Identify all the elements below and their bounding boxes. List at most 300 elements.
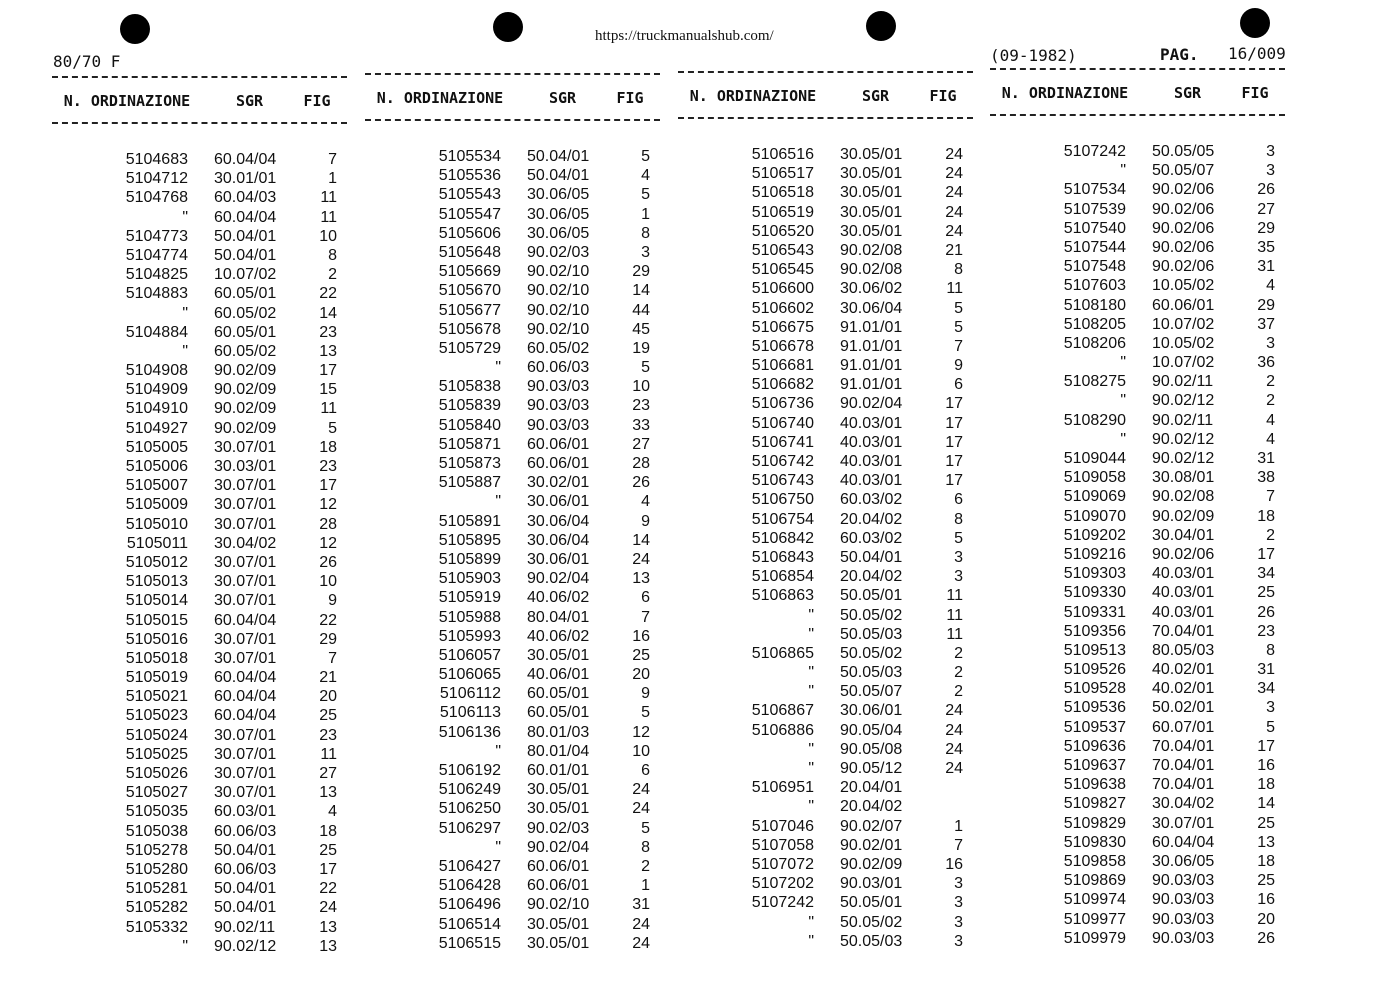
table-row	[990, 353, 1285, 372]
figure-number: 18	[1257, 776, 1275, 794]
figure-number: 23	[1257, 622, 1275, 640]
sgr-code: 30.04/02	[214, 534, 277, 552]
table-row	[365, 608, 660, 627]
part-number: 5107540	[1063, 219, 1126, 237]
figure-number: 24	[319, 899, 337, 917]
part-number: 5105670	[438, 282, 501, 300]
figure-number: 5	[954, 529, 963, 547]
table-row	[678, 183, 973, 202]
table-row	[365, 780, 660, 799]
table-row	[678, 663, 973, 682]
part-number: 5104910	[125, 400, 188, 418]
sgr-code: 60.04/04	[1152, 833, 1215, 851]
sgr-code: 90.03/03	[527, 378, 590, 396]
table-row	[678, 337, 973, 356]
figure-number: 6	[954, 376, 963, 394]
figure-number	[933, 778, 963, 797]
part-number: 5105278	[125, 841, 188, 859]
figure-number: 17	[319, 362, 337, 380]
part-number: "	[1120, 354, 1126, 372]
table-row	[990, 238, 1285, 257]
figure-number: 12	[319, 534, 337, 552]
table-row	[52, 284, 347, 303]
figure-number: 7	[328, 151, 337, 168]
sgr-code: 90.02/09	[840, 855, 903, 873]
table-row	[52, 188, 347, 207]
part-number: 5105011	[126, 534, 188, 552]
sgr-code: 50.05/03	[840, 664, 903, 682]
table-row	[52, 304, 347, 323]
sgr-code: 60.05/02	[527, 339, 590, 357]
figure-number: 21	[945, 241, 963, 259]
figure-number: 12	[319, 496, 337, 514]
table-row	[52, 169, 347, 188]
sgr-code: 60.06/03	[527, 359, 590, 377]
table-row	[52, 150, 347, 169]
figure-number: 44	[632, 301, 650, 319]
part-number: 5106682	[751, 376, 814, 394]
part-number: 5105010	[125, 515, 188, 533]
sgr-code: 30.07/01	[214, 784, 277, 802]
part-number: 5106681	[751, 357, 814, 375]
table-row	[678, 299, 973, 318]
table-row	[990, 430, 1285, 449]
sgr-code: 60.05/01	[214, 323, 277, 341]
figure-number: 5	[954, 318, 963, 336]
sgr-code: 30.01/01	[214, 170, 277, 188]
sgr-code: 90.02/10	[527, 282, 590, 300]
sgr-code: 50.04/01	[840, 548, 903, 566]
figure-number: 24	[945, 721, 963, 739]
column-header	[990, 80, 1285, 106]
table-row	[52, 745, 347, 764]
figure-number: 29	[1257, 296, 1275, 314]
part-number: 5105871	[438, 435, 501, 453]
figure-number: 24	[945, 760, 963, 777]
header-fig: FIG	[1241, 84, 1269, 102]
figure-number: 11	[320, 400, 337, 418]
part-number: 5105009	[125, 496, 188, 514]
part-number: "	[808, 798, 814, 816]
figure-number: 3	[641, 243, 650, 261]
figure-number: 35	[1257, 238, 1275, 256]
figure-number: 3	[1266, 334, 1275, 352]
sgr-code: 60.05/02	[214, 304, 277, 322]
table-row	[365, 281, 660, 300]
figure-number: 3	[954, 548, 963, 566]
figure-number: 22	[319, 880, 337, 898]
sgr-code: 80.01/03	[527, 723, 590, 741]
sgr-code: 90.02/07	[840, 817, 903, 835]
part-number: 5105026	[125, 765, 188, 782]
part-number: 5105838	[438, 378, 501, 396]
sgr-code: 30.06/05	[1152, 852, 1215, 870]
table-row	[52, 726, 347, 745]
part-number: 5105019	[125, 669, 188, 687]
sgr-code: 90.02/03	[527, 243, 590, 261]
part-number: 5104908	[125, 362, 188, 380]
sgr-code: 30.06/01	[527, 550, 590, 568]
table-row	[365, 473, 660, 492]
figure-number: 9	[328, 592, 337, 610]
figure-number: 23	[319, 323, 337, 341]
sgr-code: 60.04/03	[214, 189, 277, 207]
table-row	[52, 342, 347, 361]
header-sgr: SGR	[548, 89, 577, 107]
sgr-code: 30.05/01	[840, 165, 903, 183]
table-row	[990, 775, 1285, 794]
part-number: 5106515	[438, 934, 501, 952]
figure-number: 11	[320, 208, 337, 226]
part-number: 5106496	[438, 896, 501, 914]
table-row	[365, 646, 660, 665]
sgr-code: 10.07/02	[1152, 354, 1215, 372]
part-number: 5107548	[1063, 258, 1126, 276]
part-number: 5109979	[1063, 929, 1126, 947]
part-number: 5107534	[1063, 181, 1126, 199]
table-row	[990, 372, 1285, 391]
sgr-code: 70.04/01	[1152, 737, 1215, 755]
table-row	[52, 572, 347, 591]
part-number: 5109829	[1063, 814, 1126, 832]
figure-number: 16	[632, 627, 650, 645]
sgr-code: 91.01/01	[840, 337, 903, 355]
part-number: 5106675	[751, 318, 814, 336]
figure-number: 3	[954, 894, 963, 912]
part-number: 5109536	[1063, 699, 1126, 717]
table-row	[678, 625, 973, 644]
part-number: 5105038	[125, 822, 188, 840]
figure-number: 7	[328, 649, 337, 667]
sgr-code: 30.06/05	[527, 205, 590, 223]
figure-number: 24	[945, 740, 963, 758]
table-row	[990, 391, 1285, 410]
sgr-code: 60.06/01	[527, 435, 590, 453]
table-row	[678, 855, 973, 874]
table-row	[365, 588, 660, 607]
table-row	[990, 564, 1285, 583]
figure-number: 14	[632, 531, 650, 549]
figure-number: 24	[945, 184, 963, 202]
part-number: 5107544	[1063, 238, 1126, 256]
sgr-code: 90.02/06	[1152, 258, 1215, 276]
table-row	[990, 698, 1285, 717]
figure-number: 9	[641, 685, 650, 703]
sgr-code: 30.07/01	[214, 726, 277, 744]
sgr-code: 50.05/01	[840, 894, 903, 912]
part-number: "	[808, 625, 814, 643]
part-number: 5106867	[751, 702, 814, 720]
figure-number: 2	[1266, 392, 1275, 410]
sgr-code: 50.05/02	[840, 913, 903, 931]
sgr-code: 60.01/01	[527, 762, 590, 779]
part-number: 5105025	[125, 745, 188, 763]
part-number: 5106250	[438, 800, 501, 818]
punch-hole	[866, 11, 896, 41]
part-number: 5105669	[438, 263, 501, 281]
sgr-code: 30.05/01	[527, 934, 590, 952]
table-row	[365, 876, 660, 895]
part-number: 5106741	[751, 433, 814, 451]
sgr-code: 50.04/01	[527, 148, 590, 165]
divider	[52, 76, 347, 78]
table-row	[365, 819, 660, 838]
sgr-code: 10.07/02	[214, 266, 277, 284]
part-number: 5106249	[438, 781, 501, 799]
table-row	[990, 833, 1285, 852]
figure-number: 29	[1257, 219, 1275, 237]
part-number: 5105027	[125, 784, 188, 802]
part-number: "	[495, 359, 501, 377]
sgr-code: 30.05/01	[840, 146, 903, 163]
figure-number: 6	[641, 762, 650, 779]
figure-number: 11	[946, 587, 963, 605]
table-row	[52, 687, 347, 706]
sgr-code: 60.05/01	[527, 704, 590, 722]
table-row	[678, 356, 973, 375]
part-number: 5107603	[1063, 277, 1126, 295]
table-row	[678, 260, 973, 279]
part-number: 5105536	[438, 167, 501, 185]
table-row	[52, 361, 347, 380]
table-row	[678, 932, 973, 951]
part-number: 5106742	[751, 453, 814, 470]
part-number: 5106192	[438, 762, 501, 779]
figure-number: 13	[319, 918, 337, 936]
part-number: "	[1120, 430, 1126, 448]
sgr-code: 90.02/10	[527, 301, 590, 319]
sgr-code: 60.04/04	[214, 151, 277, 168]
figure-number: 24	[945, 203, 963, 221]
table-row	[52, 937, 347, 956]
sgr-code: 91.01/01	[840, 318, 903, 336]
table-row	[678, 644, 973, 663]
header-ordinazione: N. ORDINAZIONE	[376, 89, 504, 107]
part-number: 5107058	[751, 836, 814, 854]
table-row	[52, 611, 347, 630]
part-number: 5109858	[1063, 852, 1126, 870]
figure-number: 13	[319, 342, 337, 360]
part-number: 5104712	[125, 170, 188, 188]
figure-number: 4	[641, 167, 650, 185]
table-row	[365, 416, 660, 435]
part-number: 5107242	[751, 894, 814, 912]
divider	[678, 117, 973, 119]
sgr-code: 90.02/09	[214, 400, 277, 418]
table-row	[365, 320, 660, 339]
table-row	[678, 836, 973, 855]
part-number: 5105903	[438, 570, 501, 588]
sgr-code: 60.03/02	[840, 529, 903, 547]
table-row	[990, 583, 1285, 602]
figure-number: 17	[945, 414, 963, 432]
sgr-code: 90.02/10	[527, 263, 590, 281]
sgr-code: 50.02/01	[1152, 699, 1215, 717]
table-row	[990, 315, 1285, 334]
part-number: "	[182, 208, 188, 226]
figure-number: 26	[1257, 603, 1275, 621]
figure-number: 29	[632, 263, 650, 281]
table-row	[990, 507, 1285, 526]
table-row	[365, 550, 660, 569]
sgr-code: 30.07/01	[214, 630, 277, 648]
figure-number: 3	[954, 932, 963, 950]
figure-number: 31	[632, 896, 650, 914]
sgr-code: 90.02/06	[1152, 238, 1215, 256]
sgr-code: 90.03/01	[840, 875, 903, 893]
figure-number: 4	[641, 493, 650, 511]
page-number: 16/009	[1228, 44, 1286, 63]
figure-number: 27	[319, 765, 337, 782]
sgr-code: 90.02/12	[214, 937, 277, 955]
table-row	[990, 871, 1285, 890]
part-number: 5106886	[751, 721, 814, 739]
punch-hole	[120, 14, 150, 44]
table-row	[365, 915, 660, 934]
sgr-code: 30.07/01	[214, 515, 277, 533]
figure-number: 17	[945, 395, 963, 413]
sgr-code: 20.04/02	[840, 798, 903, 816]
header-fig: FIG	[929, 87, 957, 105]
figure-number: 23	[632, 397, 650, 415]
table-row	[990, 219, 1285, 238]
figure-number: 2	[641, 857, 650, 875]
table-row	[52, 918, 347, 937]
sgr-code: 30.07/01	[214, 765, 277, 782]
figure-number: 14	[1257, 795, 1275, 813]
sgr-code: 80.05/03	[1152, 641, 1215, 659]
table-row	[365, 166, 660, 185]
table-row	[52, 227, 347, 246]
parts-column-3	[678, 71, 973, 951]
sgr-code: 30.07/01	[214, 573, 277, 591]
figure-number: 5	[641, 819, 650, 837]
part-number: 5109070	[1063, 507, 1126, 525]
sgr-code: 40.06/01	[527, 666, 590, 684]
sgr-code: 60.04/04	[214, 611, 277, 629]
figure-number: 8	[954, 261, 963, 279]
table-row	[990, 814, 1285, 833]
sgr-code: 40.03/01	[1152, 584, 1215, 602]
figure-number: 37	[1257, 315, 1275, 333]
table-row	[365, 262, 660, 281]
parts-column-2	[365, 73, 660, 953]
part-number: 5105887	[438, 474, 501, 492]
part-number: 5106518	[751, 184, 814, 202]
figure-number: 12	[632, 723, 650, 741]
table-row	[678, 586, 973, 605]
figure-number: 25	[1257, 872, 1275, 890]
table-row	[52, 438, 347, 457]
figure-number: 10	[632, 378, 650, 396]
header-ordinazione: N. ORDINAZIONE	[63, 92, 191, 110]
figure-number: 9	[641, 512, 650, 530]
table-row	[365, 742, 660, 761]
part-number: 5104909	[125, 381, 188, 399]
figure-number: 14	[632, 282, 650, 300]
table-row	[678, 548, 973, 567]
figure-number: 24	[945, 146, 963, 163]
part-number: 5107046	[751, 817, 814, 835]
figure-number: 6	[641, 589, 650, 607]
sgr-code: 50.05/02	[840, 644, 903, 662]
part-number: 5106602	[751, 299, 814, 317]
sgr-code: 30.07/01	[214, 553, 277, 571]
figure-number: 3	[1266, 162, 1275, 180]
figure-number: 23	[319, 726, 337, 744]
table-row	[678, 164, 973, 183]
part-number: 5105018	[125, 649, 188, 667]
part-number: 5104768	[125, 189, 188, 207]
sgr-code: 90.05/12	[840, 760, 903, 777]
sgr-code: 50.05/05	[1152, 143, 1215, 160]
figure-number: 4	[328, 803, 337, 821]
parts-column-1	[52, 76, 347, 956]
sgr-code: 91.01/01	[840, 357, 903, 375]
sgr-code: 90.02/12	[1152, 392, 1215, 410]
figure-number: 5	[1266, 718, 1275, 736]
figure-number: 7	[954, 337, 963, 355]
sgr-code: 30.06/05	[527, 224, 590, 242]
figure-number: 11	[320, 189, 337, 207]
table-row	[365, 703, 660, 722]
part-number: 5109356	[1063, 622, 1126, 640]
sgr-code: 90.02/11	[1152, 373, 1214, 391]
part-number: 5105282	[125, 899, 188, 917]
sgr-code: 90.03/03	[527, 397, 590, 415]
part-number: 5105677	[438, 301, 501, 319]
part-number: "	[808, 606, 814, 624]
part-number: "	[808, 932, 814, 950]
sgr-code: 90.03/03	[1152, 891, 1215, 909]
figure-number: 5	[641, 148, 650, 165]
sgr-code: 30.02/01	[527, 474, 590, 492]
part-number: 5106113	[439, 704, 501, 722]
part-number: 5108180	[1063, 296, 1126, 314]
table-row	[678, 817, 973, 836]
sgr-code: 30.06/02	[840, 280, 903, 298]
figure-number: 8	[641, 838, 650, 856]
table-row	[678, 241, 973, 260]
part-number: "	[808, 683, 814, 701]
sgr-code: 50.04/01	[214, 246, 277, 264]
part-number: 5105007	[125, 477, 188, 495]
sgr-code: 50.04/01	[527, 167, 590, 185]
figure-number: 1	[328, 170, 337, 188]
figure-number: 26	[1257, 181, 1275, 199]
part-number: 5109638	[1063, 776, 1126, 794]
sgr-code: 60.06/01	[527, 877, 590, 895]
table-row	[678, 414, 973, 433]
part-number: 5106842	[751, 529, 814, 547]
figure-number: 5	[328, 419, 337, 437]
figure-number: 27	[632, 435, 650, 453]
sgr-code: 90.02/08	[840, 261, 903, 279]
table-row	[365, 396, 660, 415]
table-row	[365, 799, 660, 818]
column-header	[365, 85, 660, 111]
sgr-code: 70.04/01	[1152, 622, 1215, 640]
sgr-code: 90.02/06	[1152, 200, 1215, 218]
part-number: 5105023	[125, 707, 188, 725]
header-sgr: SGR	[1173, 84, 1202, 102]
part-number: 5105332	[125, 918, 188, 936]
table-row	[990, 660, 1285, 679]
sgr-code: 30.05/01	[527, 800, 590, 818]
sgr-code: 40.02/01	[1152, 661, 1215, 679]
figure-number: 11	[946, 606, 963, 624]
figure-number: 4	[1266, 430, 1275, 448]
